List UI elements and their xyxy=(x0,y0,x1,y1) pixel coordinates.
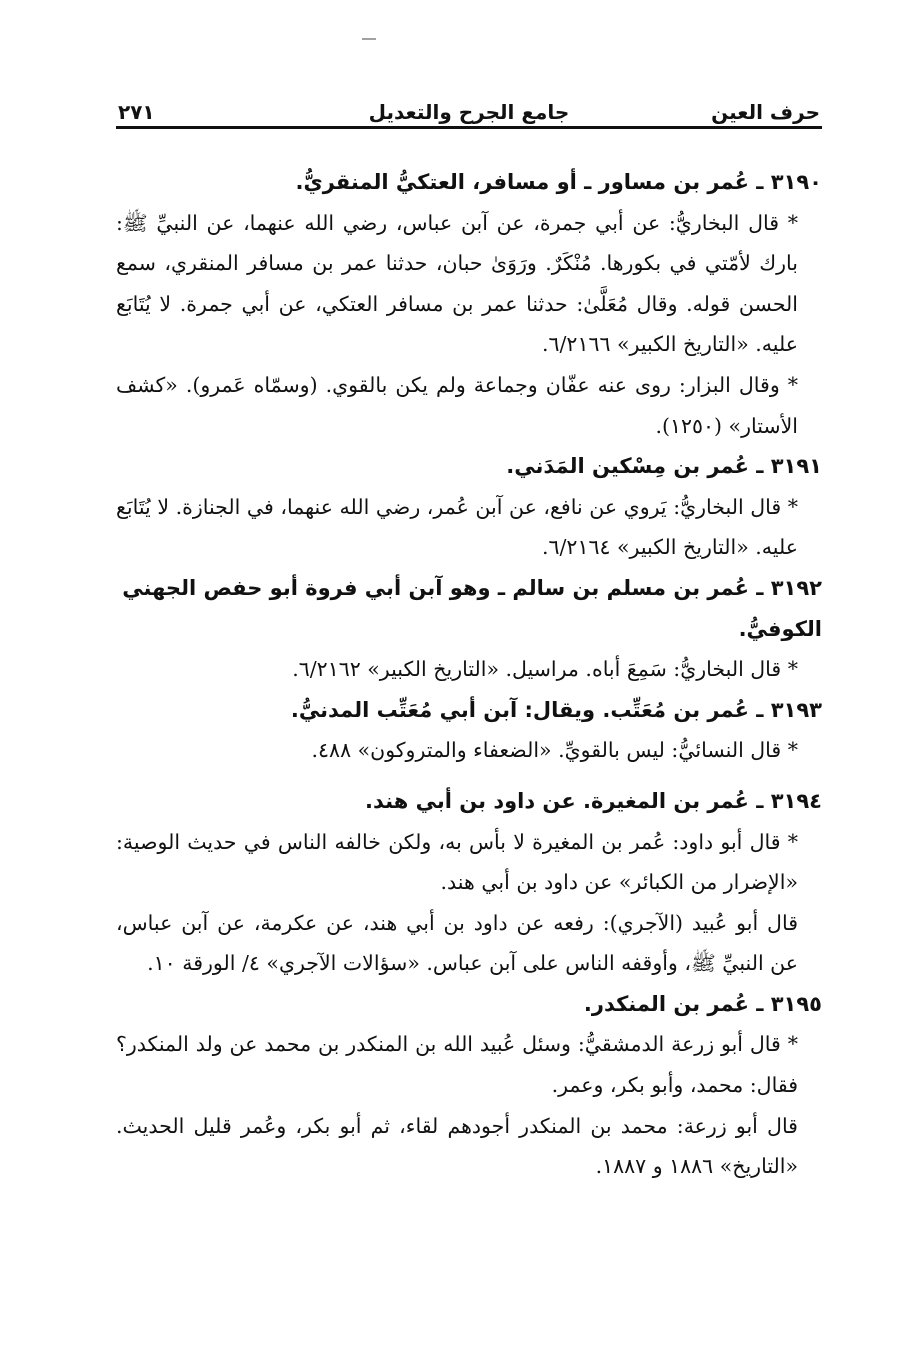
entry-3194 xyxy=(116,781,822,984)
entry-paragraph: قال أبو عُبيد (الآجري): رفعه عن داود بن أبي هند، عن عكرمة، عن آبن عباس، عن النبيِّ ﷺ، وأوقفه الناس على آبن عباس. «سؤالات الآجري» ٤/ الورقة ١٠. xyxy=(116,910,798,976)
entry-paragraph: * قال أبو زرعة الدمشقيُّ: وسئل عُبيد الله بن المنكدر بن محمد عن ولد المنكدر؟ فقال: محمد، وأبو بكر، وعمر. xyxy=(116,1032,798,1098)
entry-paragraph: * وقال البزار: روى عنه عفّان وجماعة ولم يكن بالقوي. (وسمّاه عَمرو). «كشف الأستار» (١٢٥٠). xyxy=(116,372,798,438)
header-chapter: حرف العين xyxy=(711,100,820,124)
entry-3191 xyxy=(116,446,822,568)
header-rule xyxy=(116,126,822,129)
page-body xyxy=(116,162,822,1187)
entry-paragraph: قال أبو زرعة: محمد بن المنكدر أجودهم لقاء، ثم أبو بكر، وعُمر قليل الحديث. «التاريخ» ١٨٨٦ و ١٨٨٧. xyxy=(116,1113,798,1179)
entry-paragraph: * قال النسائيُّ: ليس بالقويِّ. «الضعفاء والمتروكون» ٤٨٨. xyxy=(311,738,798,763)
entry-paragraph: * قال البخاريُّ: سَمِعَ أباه. مراسيل. «التاريخ الكبير» ٦/٢١٦٢. xyxy=(292,657,798,682)
header-book-title: جامع الجرح والتعديل xyxy=(368,100,570,124)
entry-3190 xyxy=(116,162,822,446)
entry-heading: ٣١٩٢ ـ عُمر بن مسلم بن سالم ـ وهو آبن أبي فروة أبو حفص الجهني الكوفيُّ. xyxy=(122,575,822,641)
entry-paragraph: * قال البخاريُّ: عن أبي جمرة، عن آبن عباس، رضي الله عنهما، عن النبيِّ ﷺ: بارك لأمّتي في بكورها. مُنْكَرٌ. ورَوَىٰ حبان، حدثنا عمر بن مسافر المنقري، سمع الحسن قوله. وقال مُعَلَّىٰ: حدثنا عمر بن مسافر العتكي، عن أبي جمرة. لا يُتَابَع عليه. «التاريخ الكبير» ٦/٢١٦٦. xyxy=(116,210,798,357)
entry-heading: ٣١٩٣ ـ عُمر بن مُعَتِّب. ويقال: آبن أبي مُعَتِّب المدنيُّ. xyxy=(290,697,822,722)
header-page-number: ٢٧١ xyxy=(118,100,155,124)
entry-3193 xyxy=(116,690,822,771)
entry-paragraph: * قال أبو داود: عُمر بن المغيرة لا بأس به، ولكن خالفه الناس في حديث الوصية: «الإضرار من الكبائر» عن داود بن أبي هند. xyxy=(116,829,798,895)
entry-heading: ٣١٩٤ ـ عُمر بن المغيرة. عن داود بن أبي هند. xyxy=(365,788,822,813)
page-speck xyxy=(362,38,376,40)
running-header xyxy=(118,88,820,124)
entry-heading: ٣١٩٠ ـ عُمر بن مساور ـ أو مسافر، العتكيُّ المنقريُّ. xyxy=(295,170,822,194)
entry-heading: ٣١٩٥ ـ عُمر بن المنكدر. xyxy=(583,991,822,1016)
entry-3195 xyxy=(116,984,822,1187)
entry-spacer xyxy=(116,771,822,781)
entry-heading: ٣١٩١ ـ عُمر بن مِسْكين المَدَني. xyxy=(506,454,822,479)
entry-paragraph: * قال البخاريُّ: يَروي عن نافع، عن آبن عُمر، رضي الله عنهما، في الجنازة. لا يُتَابَع عليه. «التاريخ الكبير» ٦/٢١٦٤. xyxy=(116,494,798,560)
entry-3192 xyxy=(116,568,822,690)
